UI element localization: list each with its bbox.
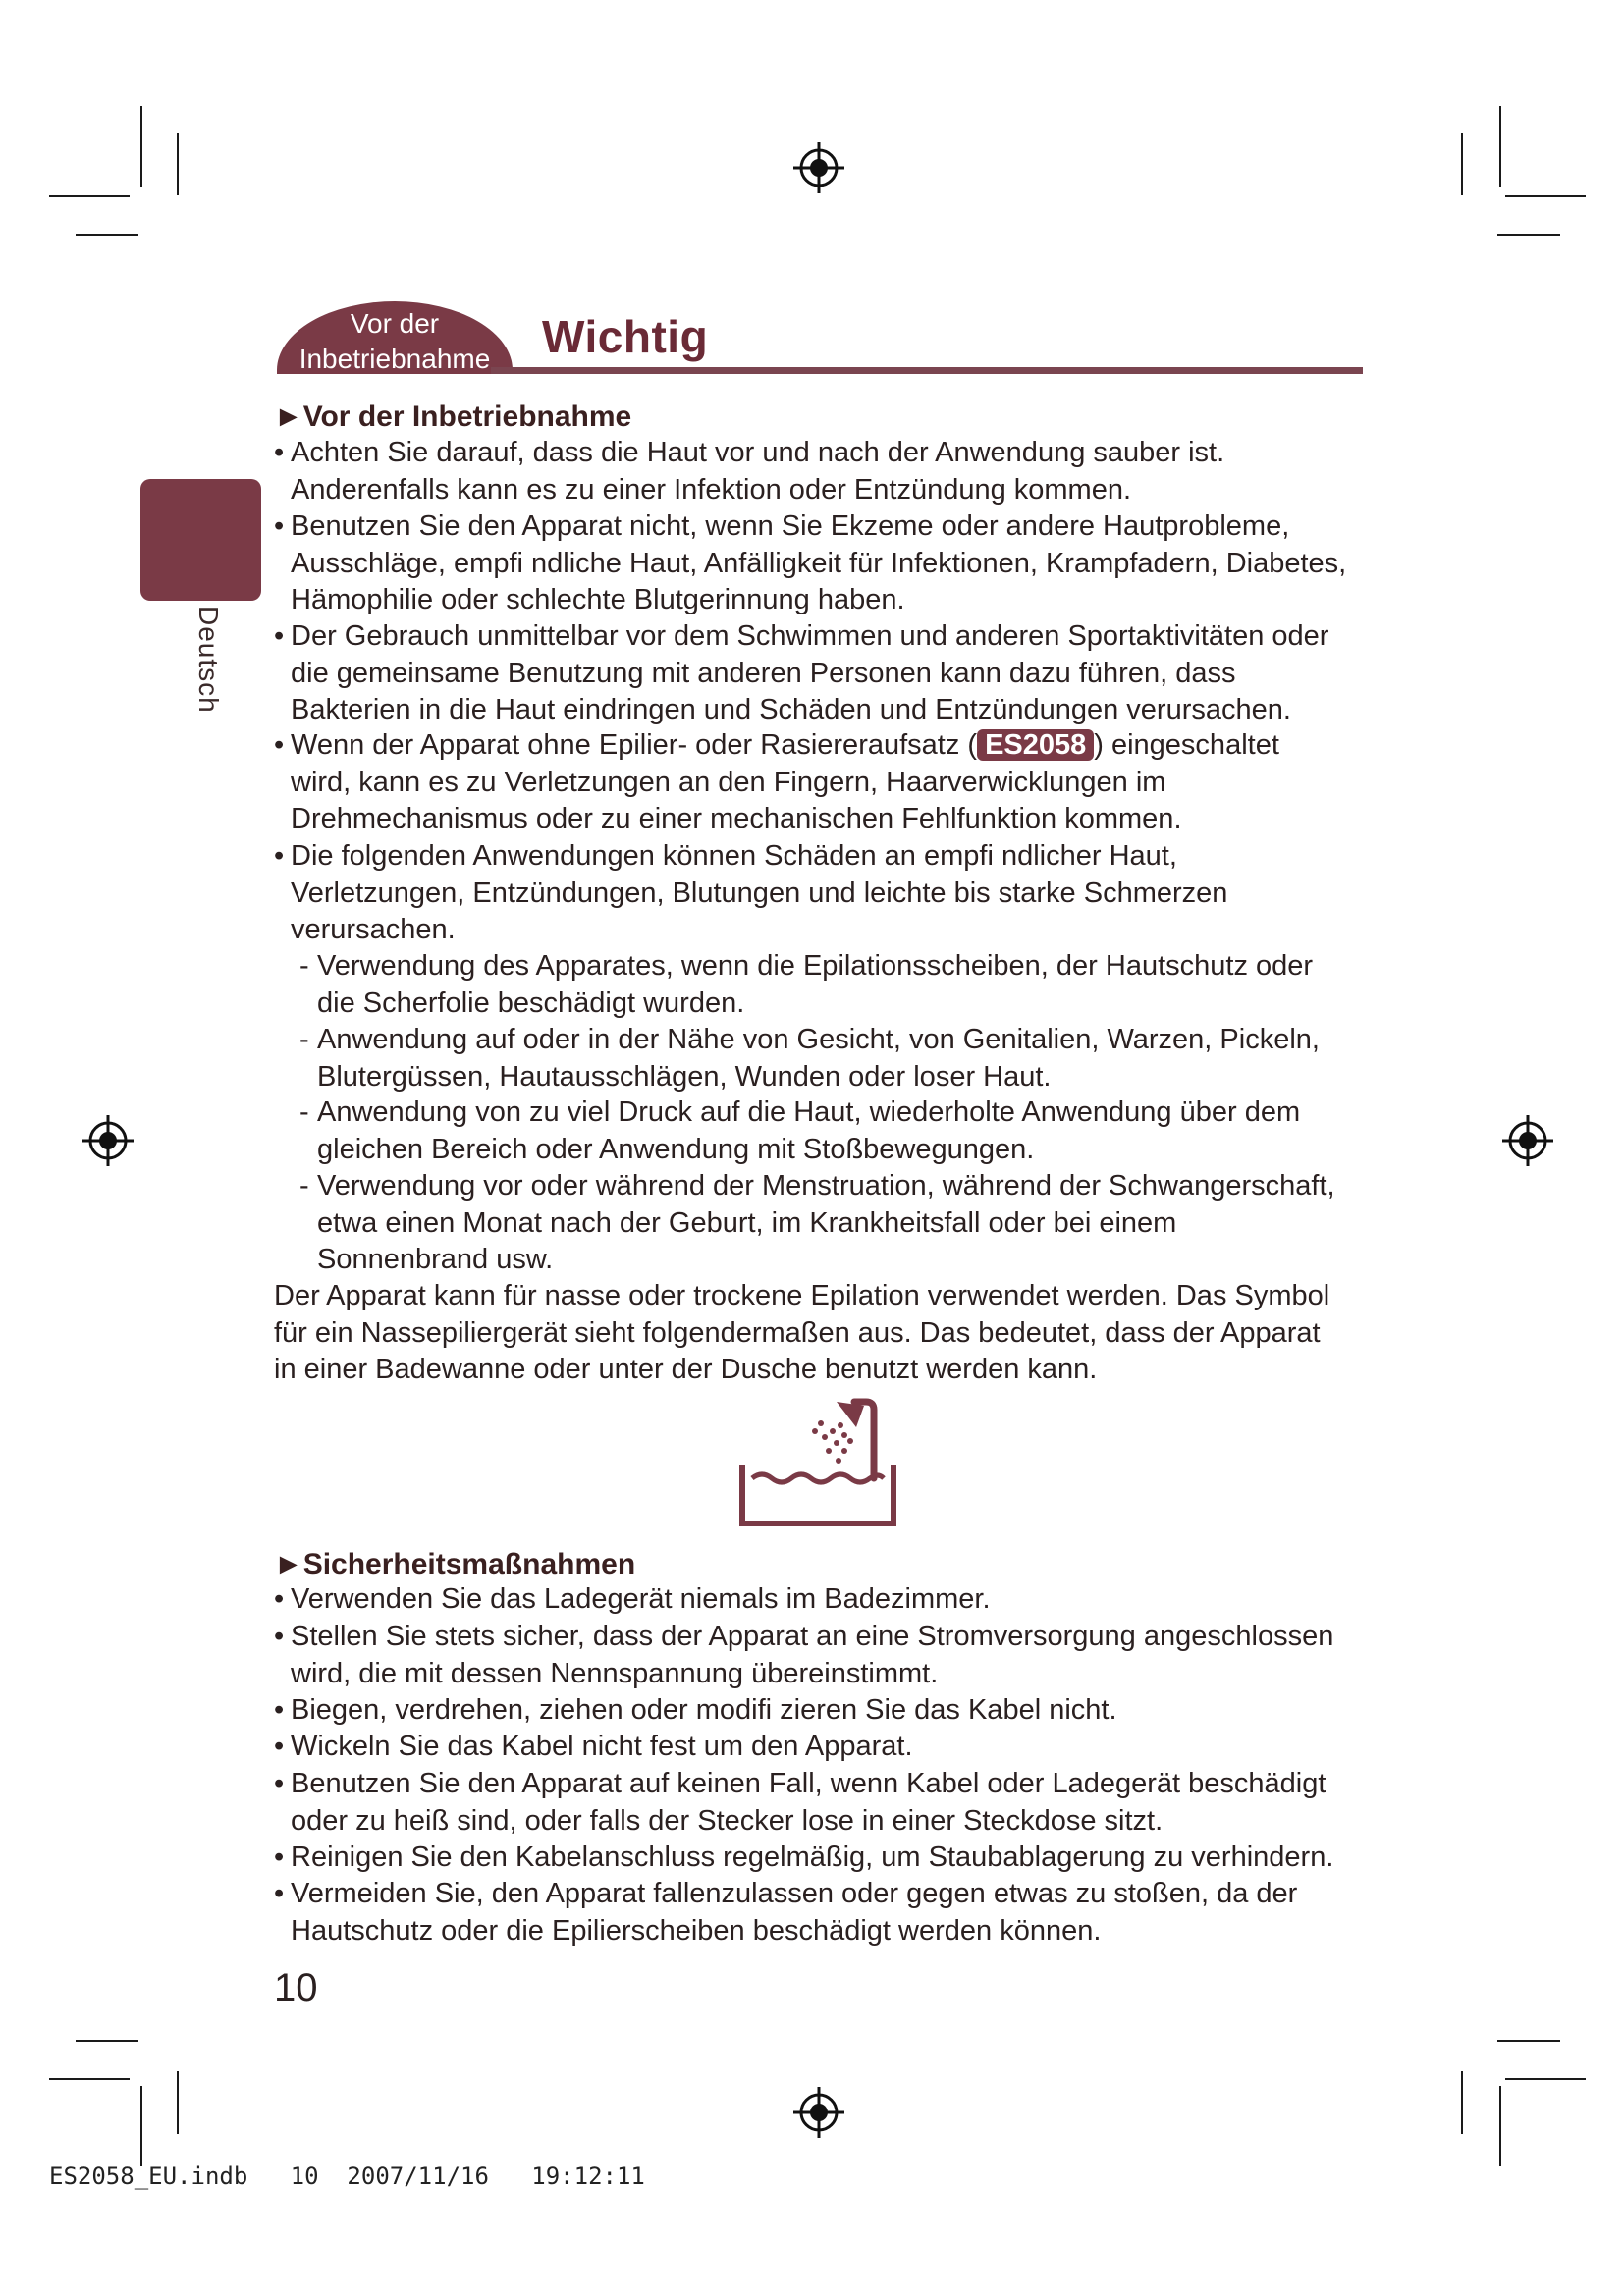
section-tab	[277, 301, 513, 374]
list-item-text: ) eingeschaltet	[1094, 729, 1279, 761]
list-item	[274, 1581, 1374, 1619]
dash-bullet: -	[299, 1170, 309, 1201]
bullet-icon: •	[274, 1694, 285, 1726]
sub-list-item-line: Blutergüssen, Hautausschlägen, Wunden oder loser Haut.	[317, 1060, 1052, 1093]
bullet-icon: •	[274, 729, 285, 761]
registration-mark-icon	[1500, 1113, 1555, 1168]
dash-bullet: -	[299, 1096, 309, 1128]
list-item-line: Wickeln Sie das Kabel nicht fest um den Apparat.	[291, 1731, 913, 1762]
language-label: Deutsch	[193, 606, 224, 714]
crop-mark	[49, 2078, 130, 2080]
page-title: Wichtig	[542, 311, 709, 362]
list-item-line: oder zu heiß sind, oder falls der Stecker lose in einer Steckdose sitzt.	[291, 1804, 1164, 1837]
title-rule	[491, 367, 1363, 374]
list-item-line: Der Gebrauch unmittelbar vor dem Schwimmen und anderen Sportaktivitäten oder	[291, 620, 1329, 652]
sub-list-item-line: die Scherfolie beschädigt wurden.	[317, 987, 745, 1019]
crop-mark	[177, 133, 179, 195]
list-item	[274, 435, 1374, 508]
sub-list-item-line: gleichen Bereich oder Anwendung mit Stoßbewegungen.	[317, 1133, 1035, 1165]
list-item-line: Vermeiden Sie, den Apparat fallenzulassen oder gegen etwas zu stoßen, da der	[291, 1878, 1298, 1909]
list-item-line: Ausschläge, empfi ndliche Haut, Anfälligkeit für Infektionen, Krampfadern, Diabetes,	[291, 547, 1347, 579]
bath-shower-icon	[738, 1396, 901, 1533]
language-tab	[140, 479, 261, 601]
crop-mark	[140, 2086, 142, 2166]
crop-mark	[140, 106, 142, 187]
list-item-line: wird, kann es zu Verletzungen an den Fingern, Haarverwicklungen im	[291, 766, 1166, 798]
crop-mark	[1505, 195, 1586, 197]
bullet-icon: •	[274, 1842, 285, 1873]
list-item-line: Hautschutz oder die Epilierscheiben beschädigt werden können.	[291, 1914, 1102, 1947]
bullet-icon: •	[274, 1583, 285, 1615]
list-item-line: Verletzungen, Entzündungen, Blutungen und leichte bis starke Schmerzen	[291, 877, 1228, 909]
section-tab-line2: Inbetriebnahme	[298, 344, 491, 374]
list-item-line: Biegen, verdrehen, ziehen oder modifi zieren Sie das Kabel nicht.	[291, 1694, 1117, 1726]
registration-mark-icon	[791, 2085, 846, 2140]
list-item-line: Verwenden Sie das Ladegerät niemals im Badezimmer.	[291, 1583, 991, 1615]
crop-mark	[1499, 106, 1501, 187]
list-item	[274, 1876, 1374, 1949]
section-heading-text: Sicherheitsmaßnahmen	[302, 1548, 636, 1580]
list-item-line: die gemeinsame Benutzung mit anderen Personen kann dazu führen, dass	[291, 657, 1236, 689]
dash-bullet: -	[299, 1024, 309, 1055]
section-heading	[274, 399, 631, 436]
bullet-icon: •	[274, 620, 285, 652]
list-item-text: Wenn der Apparat ohne Epilier- oder Rasiereraufsatz (	[291, 729, 978, 761]
list-item-line: Stellen Sie stets sicher, dass der Apparat an eine Stromversorgung angeschlossen	[291, 1621, 1334, 1652]
registration-mark-icon	[81, 1113, 135, 1168]
crop-mark	[1461, 133, 1463, 195]
bullet-icon: •	[274, 437, 285, 468]
dash-bullet: -	[299, 950, 309, 982]
list-item	[274, 1766, 1374, 1840]
section-heading-text: Vor der Inbetriebnahme	[302, 400, 632, 433]
paragraph-line: in einer Badewanne oder unter der Dusche benutzt werden kann.	[274, 1354, 1098, 1385]
crop-mark	[1497, 234, 1560, 236]
sub-list-item	[299, 1022, 1370, 1095]
list-item	[274, 1729, 1374, 1766]
crop-mark	[1497, 2040, 1560, 2042]
list-item-line: Bakterien in die Haut eindringen und Schäden und Entzündungen verursachen.	[291, 694, 1291, 725]
list-item	[274, 618, 1374, 729]
crop-mark	[177, 2071, 179, 2134]
list-item	[274, 1840, 1374, 1877]
bullet-icon: •	[274, 1878, 285, 1909]
list-item-line: Reinigen Sie den Kabelanschluss regelmäßig, um Staubablagerung zu verhindern.	[291, 1842, 1334, 1873]
paragraph-line: Der Apparat kann für nasse oder trockene Epilation verwendet werden. Das Symbol	[274, 1280, 1330, 1311]
list-item-line: verursachen.	[291, 914, 456, 945]
sub-list-item	[299, 1168, 1370, 1279]
sub-list-item-line: Verwendung vor oder während der Menstruation, während der Schwangerschaft,	[317, 1170, 1335, 1201]
crop-mark	[1499, 2086, 1501, 2166]
wet-use-paragraph	[274, 1278, 1374, 1389]
list-item	[274, 727, 1374, 838]
bullet-icon: •	[274, 840, 285, 872]
page-number: 10	[274, 1966, 318, 2009]
list-item-line: Benutzen Sie den Apparat auf keinen Fall, wenn Kabel oder Ladegerät beschädigt	[291, 1768, 1326, 1799]
list-item-line: Achten Sie darauf, dass die Haut vor und nach der Anwendung sauber ist.	[291, 437, 1225, 468]
sub-list-item-line: Sonnenbrand usw.	[317, 1244, 554, 1275]
print-slug: ES2058_EU.indb 10 2007/11/16 19:12:11	[49, 2163, 645, 2190]
bullet-icon: •	[274, 1621, 285, 1652]
triangle-bullet-icon: ►	[274, 400, 303, 433]
list-item	[274, 508, 1374, 619]
sub-list-item-line: Verwendung des Apparates, wenn die Epilationsscheiben, der Hautschutz oder	[317, 950, 1314, 982]
paragraph-line: für ein Nassepiliergerät sieht folgendermaßen aus. Das bedeutet, dass der Apparat	[274, 1316, 1321, 1349]
bullet-icon: •	[274, 1731, 285, 1762]
list-item	[274, 838, 1374, 949]
crop-mark	[49, 195, 130, 197]
crop-mark	[1461, 2071, 1463, 2134]
registration-mark-icon	[791, 140, 846, 195]
sub-list-item-line: Anwendung von zu viel Druck auf die Haut, wiederholte Anwendung über dem	[317, 1096, 1301, 1128]
sub-list-item-line: etwa einen Monat nach der Geburt, im Krankheitsfall oder bei einem	[317, 1206, 1177, 1239]
triangle-bullet-icon: ►	[274, 1548, 303, 1580]
list-item	[274, 1692, 1374, 1730]
list-item-line: Benutzen Sie den Apparat nicht, wenn Sie Ekzeme oder andere Hautprobleme,	[291, 510, 1290, 542]
list-item-line: Drehmechanismus oder zu einer mechanischen Fehlfunktion kommen.	[291, 803, 1182, 834]
list-item-line: wird, die mit dessen Nennspannung übereinstimmt.	[291, 1657, 939, 1689]
list-item-line: Anderenfalls kann es zu einer Infektion oder Entzündung kommen.	[291, 473, 1132, 506]
crop-mark	[76, 234, 138, 236]
sub-list-item	[299, 948, 1370, 1022]
model-badge: ES2058	[977, 729, 1094, 761]
crop-mark	[1505, 2078, 1586, 2080]
list-item-line: Die folgenden Anwendungen können Schäden an empfi ndlicher Haut,	[291, 840, 1177, 872]
list-item	[274, 1619, 1374, 1692]
bullet-icon: •	[274, 510, 285, 542]
section-heading	[274, 1546, 635, 1583]
sub-list-item	[299, 1095, 1370, 1168]
crop-mark	[76, 2040, 138, 2042]
sub-list-item-line: Anwendung auf oder in der Nähe von Gesicht, von Genitalien, Warzen, Pickeln,	[317, 1024, 1320, 1055]
section-tab-line1: Vor der	[350, 308, 440, 339]
bullet-icon: •	[274, 1768, 285, 1799]
list-item-line: Hämophilie oder schlechte Blutgerinnung haben.	[291, 584, 905, 615]
list-item-line	[274, 727, 1374, 765]
